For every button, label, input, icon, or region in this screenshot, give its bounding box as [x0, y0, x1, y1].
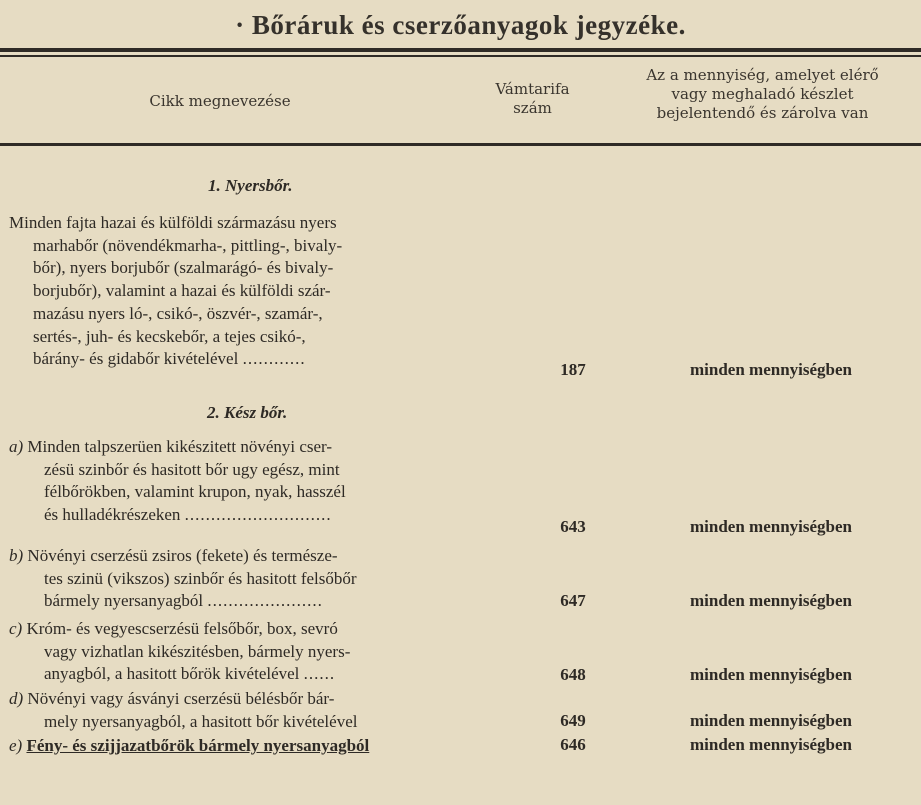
header-rule-top [0, 48, 921, 52]
section-heading: 1. Nyersbőr. [208, 176, 293, 195]
entry-text [9, 688, 542, 733]
entry-line: borjubőr), valamint a hazai és külföldi szár- [33, 281, 331, 301]
entry-text [9, 212, 542, 371]
entry-line: Minden talpszerüen kikészitett növényi cser- [27, 437, 333, 456]
entry-line: vagy vizhatlan kikészitésben, bármely nyers- [44, 641, 351, 661]
entry-text [9, 618, 542, 686]
entry-text [9, 436, 542, 527]
entry-line: és hulladékrészeken [44, 505, 181, 525]
entry-label: b) [9, 546, 24, 565]
entry-line-first [9, 436, 542, 459]
dot-leader: ............................ [184, 505, 332, 525]
header-rule-bottom [0, 143, 921, 146]
entry-line: mazásu nyers ló-, csikó-, öszvér-, szamár-, [33, 303, 323, 323]
quantity-value: minden mennyiségben [690, 711, 852, 730]
entry-line: Növényi vagy ásványi cserzésü bélésbőr bár- [27, 689, 335, 708]
dot-leader: ...... [303, 664, 336, 684]
tariff-number: 649 [560, 711, 586, 730]
entry-line-last [9, 590, 542, 613]
column-header-quantity-line3: bejelentendő és zárolva van [656, 104, 869, 122]
column-header-quantity-line1: Az a mennyiség, amelyet elérő [646, 66, 879, 84]
entry-line: Fény- és szijjazatbőrök bármely nyersanyagból [26, 736, 370, 755]
entry-text [9, 735, 542, 758]
entry-line-last [9, 504, 542, 527]
entry-line: tes szinü (vikszos) szinbőr és hasitott felsőbőr [44, 568, 357, 588]
column-header-quantity [604, 66, 921, 123]
tariff-number: 647 [560, 591, 586, 610]
entry-line: anyagból, a hasitott bőrök kivételével [44, 664, 300, 684]
tariff-number: 648 [560, 665, 586, 684]
entry-label: c) [9, 619, 23, 638]
page-title: · Bőráruk és cserzőanyagok jegyzéke. [235, 10, 686, 40]
entry-line: félbőrökben, valamint krupon, nyak, hasszél [44, 482, 346, 502]
quantity-value: minden mennyiségben [690, 591, 852, 610]
quantity-value: minden mennyiségben [690, 665, 852, 684]
entry-label: e) [9, 736, 23, 755]
quantity-value: minden mennyiségben [690, 517, 852, 536]
column-header-tariff [470, 80, 595, 118]
entry-line-first [9, 545, 542, 568]
entry-text [9, 545, 542, 613]
entry-line: zésü szinbőr és hasitott bőr ugy egész, mint [44, 459, 340, 479]
entry-line: bárány- és gidabőr kivételével [33, 349, 239, 369]
entry-line: mely nyersanyagból, a hasitott bőr kivételével [44, 711, 358, 731]
entry-label: a) [9, 437, 24, 456]
quantity-value: minden mennyiségben [690, 360, 852, 379]
column-header-quantity-line2: vagy meghaladó készlet [671, 85, 854, 103]
header-rule-second [0, 55, 921, 57]
entry-line: Minden fajta hazai és külföldi származásu nyers [9, 213, 337, 232]
entry-line: marhabőr (növendékmarha-, pittling-, bivaly- [33, 235, 343, 255]
entry-line-first [9, 618, 542, 641]
entry-line: sertés-, juh- és kecskebőr, a tejes csikó-, [33, 326, 306, 346]
entry-line-first [9, 688, 542, 711]
entry-line-last [9, 348, 542, 371]
entry-line: Növényi cserzésü zsiros (fekete) és természe- [27, 546, 338, 565]
column-header-tariff-line1: Vámtarifa [495, 80, 570, 98]
quantity-value: minden mennyiségben [690, 735, 852, 754]
entry-line-first [9, 735, 542, 758]
dot-leader: ...................... [207, 591, 323, 611]
section-heading: 2. Kész bőr. [207, 403, 288, 422]
column-header-tariff-line2: szám [513, 99, 552, 117]
tariff-number: 643 [560, 517, 586, 536]
entry-line: Króm- és vegyescserzésü felsőbőr, box, sevró [26, 619, 338, 638]
dot-leader: ............ [242, 349, 306, 369]
column-header-name: Cikk megnevezése [149, 92, 291, 110]
entry-line: bármely nyersanyagból [44, 591, 204, 611]
entry-line-last [9, 663, 542, 686]
tariff-number: 646 [560, 735, 586, 754]
entry-label: d) [9, 689, 24, 708]
entry-line: bőr), nyers borjubőr (szalmarágó- és bivaly- [33, 258, 334, 278]
tariff-number: 187 [560, 360, 586, 379]
